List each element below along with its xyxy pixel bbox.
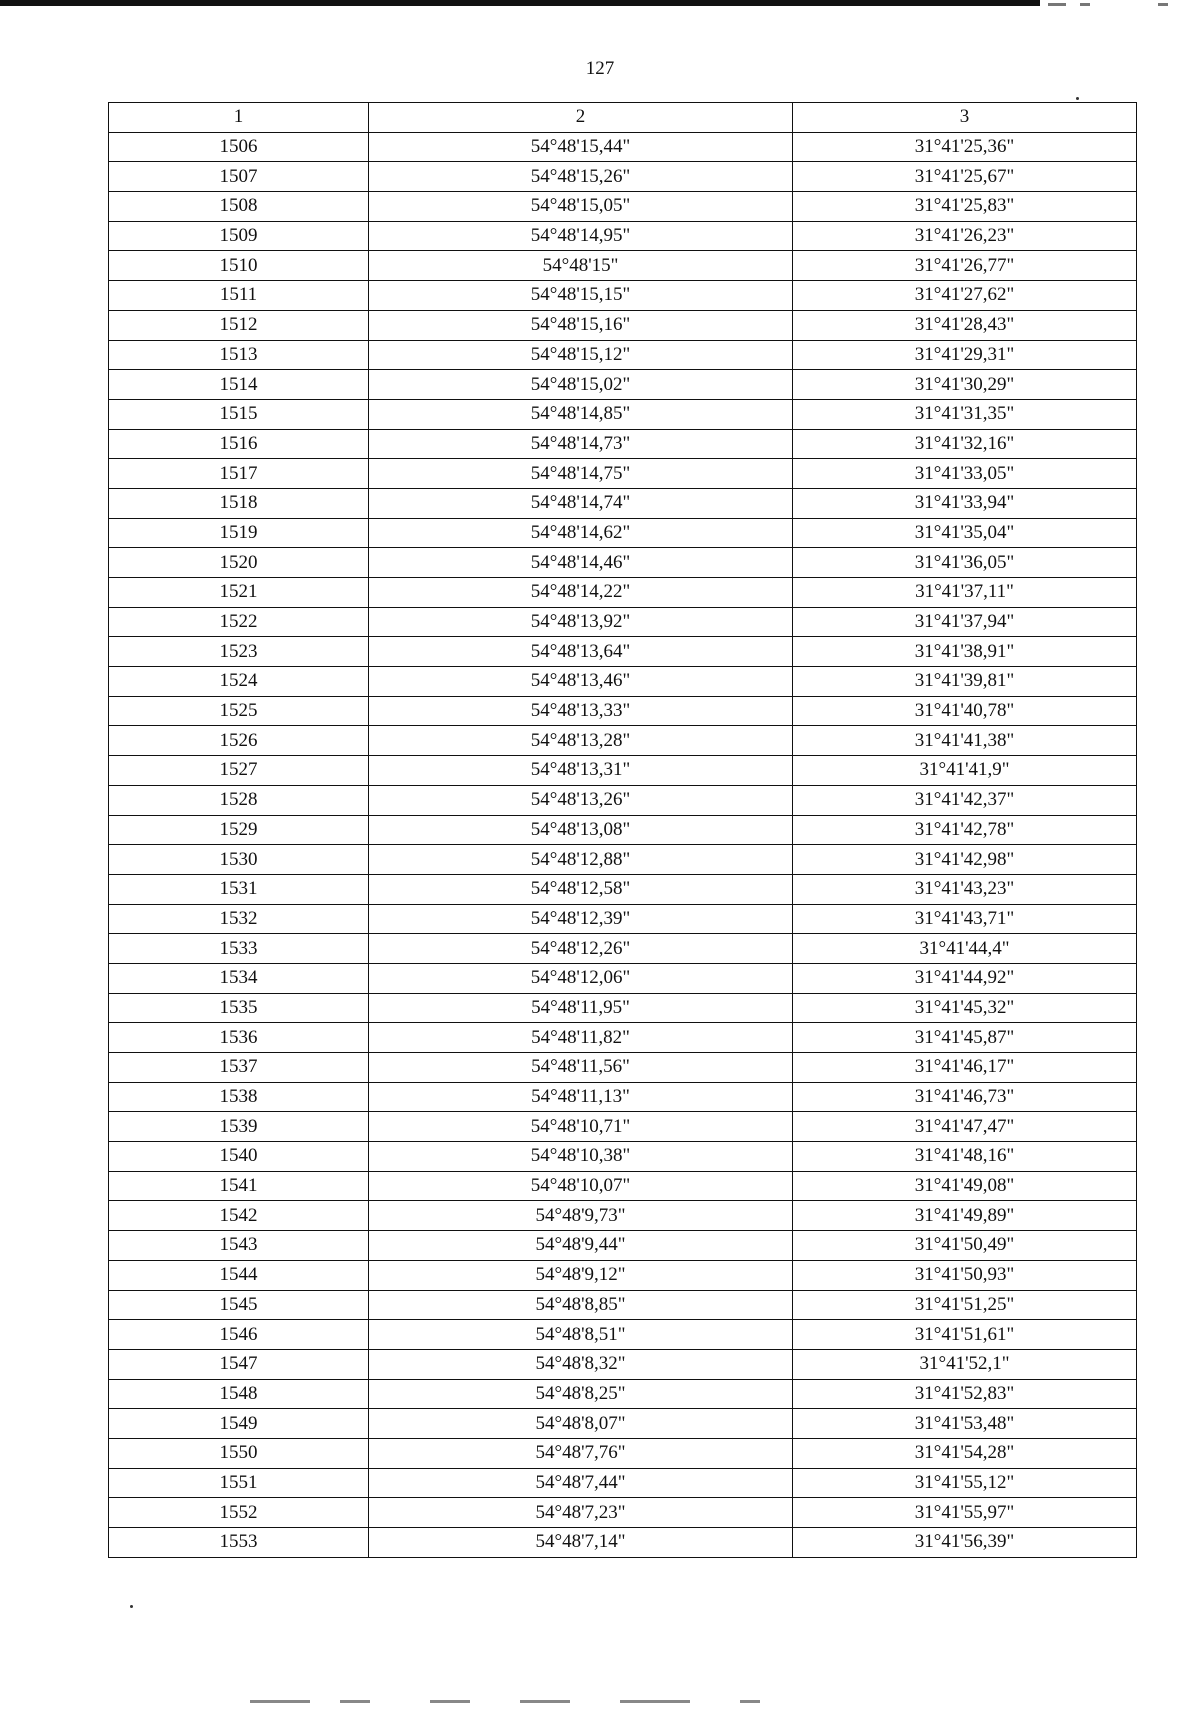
longitude-cell: 31°41'39,81" [793,667,1137,697]
point-number-cell: 1518 [109,488,369,518]
longitude-cell: 31°41'52,1" [793,1349,1137,1379]
point-number-cell: 1544 [109,1260,369,1290]
point-number-cell: 1539 [109,1112,369,1142]
table-row [109,429,1137,459]
longitude-cell: 31°41'38,91" [793,637,1137,667]
point-number-cell: 1519 [109,518,369,548]
page-number: 127 [585,58,615,79]
point-number-cell: 1550 [109,1438,369,1468]
table-row [109,1053,1137,1083]
table-row [109,1320,1137,1350]
latitude-cell: 54°48'7,44" [369,1468,793,1498]
table-row [109,845,1137,875]
point-number-cell: 1514 [109,370,369,400]
column-header: 3 [793,103,1137,133]
longitude-cell: 31°41'41,38" [793,726,1137,756]
point-number-cell: 1547 [109,1349,369,1379]
point-number-cell: 1530 [109,845,369,875]
table-row [109,637,1137,667]
longitude-cell: 31°41'54,28" [793,1438,1137,1468]
point-number-cell: 1546 [109,1320,369,1350]
longitude-cell: 31°41'31,35" [793,399,1137,429]
longitude-cell: 31°41'29,31" [793,340,1137,370]
latitude-cell: 54°48'10,38" [369,1142,793,1172]
longitude-cell: 31°41'40,78" [793,696,1137,726]
table-row [109,1112,1137,1142]
coordinates-table [108,102,1137,1558]
latitude-cell: 54°48'11,13" [369,1082,793,1112]
point-number-cell: 1542 [109,1201,369,1231]
table-row [109,1171,1137,1201]
table-row [109,488,1137,518]
latitude-cell: 54°48'14,95" [369,221,793,251]
point-number-cell: 1553 [109,1528,369,1558]
latitude-cell: 54°48'15,44" [369,132,793,162]
table-row [109,399,1137,429]
point-number-cell: 1528 [109,785,369,815]
latitude-cell: 54°48'13,92" [369,607,793,637]
longitude-cell: 31°41'45,32" [793,993,1137,1023]
longitude-cell: 31°41'43,71" [793,904,1137,934]
table-row [109,1379,1137,1409]
latitude-cell: 54°48'13,31" [369,756,793,786]
table-row [109,251,1137,281]
latitude-cell: 54°48'14,75" [369,459,793,489]
longitude-cell: 31°41'46,73" [793,1082,1137,1112]
latitude-cell: 54°48'14,62" [369,518,793,548]
longitude-cell: 31°41'53,48" [793,1409,1137,1439]
point-number-cell: 1538 [109,1082,369,1112]
point-number-cell: 1529 [109,815,369,845]
point-number-cell: 1522 [109,607,369,637]
latitude-cell: 54°48'7,23" [369,1498,793,1528]
top-scan-border [0,0,1040,6]
longitude-cell: 31°41'33,94" [793,488,1137,518]
table-row [109,518,1137,548]
table-row [109,1023,1137,1053]
longitude-cell: 31°41'26,77" [793,251,1137,281]
scan-speck [1076,97,1079,100]
longitude-cell: 31°41'41,9" [793,756,1137,786]
table-row [109,578,1137,608]
table-row [109,1498,1137,1528]
column-header: 1 [109,103,369,133]
latitude-cell: 54°48'8,32" [369,1349,793,1379]
latitude-cell: 54°48'12,88" [369,845,793,875]
point-number-cell: 1533 [109,934,369,964]
latitude-cell: 54°48'14,22" [369,578,793,608]
scan-speck [130,1605,133,1608]
table-row [109,993,1137,1023]
longitude-cell: 31°41'37,94" [793,607,1137,637]
latitude-cell: 54°48'7,14" [369,1528,793,1558]
point-number-cell: 1523 [109,637,369,667]
latitude-cell: 54°48'14,73" [369,429,793,459]
longitude-cell: 31°41'56,39" [793,1528,1137,1558]
table-row [109,1438,1137,1468]
latitude-cell: 54°48'12,26" [369,934,793,964]
table-row [109,548,1137,578]
table-row [109,874,1137,904]
latitude-cell: 54°48'8,25" [369,1379,793,1409]
point-number-cell: 1534 [109,963,369,993]
point-number-cell: 1515 [109,399,369,429]
longitude-cell: 31°41'26,23" [793,221,1137,251]
table-row [109,1082,1137,1112]
longitude-cell: 31°41'46,17" [793,1053,1137,1083]
point-number-cell: 1506 [109,132,369,162]
table-row [109,1201,1137,1231]
longitude-cell: 31°41'37,11" [793,578,1137,608]
table-row [109,221,1137,251]
longitude-cell: 31°41'35,04" [793,518,1137,548]
longitude-cell: 31°41'51,25" [793,1290,1137,1320]
table-row [109,963,1137,993]
latitude-cell: 54°48'15,05" [369,192,793,222]
longitude-cell: 31°41'44,92" [793,963,1137,993]
point-number-cell: 1509 [109,221,369,251]
table-row [109,340,1137,370]
longitude-cell: 31°41'25,67" [793,162,1137,192]
point-number-cell: 1549 [109,1409,369,1439]
table-row [109,785,1137,815]
latitude-cell: 54°48'10,07" [369,1171,793,1201]
point-number-cell: 1525 [109,696,369,726]
point-number-cell: 1536 [109,1023,369,1053]
longitude-cell: 31°41'47,47" [793,1112,1137,1142]
point-number-cell: 1520 [109,548,369,578]
table-row [109,310,1137,340]
table-row [109,667,1137,697]
table-row [109,459,1137,489]
point-number-cell: 1551 [109,1468,369,1498]
longitude-cell: 31°41'27,62" [793,281,1137,311]
longitude-cell: 31°41'42,98" [793,845,1137,875]
longitude-cell: 31°41'33,05" [793,459,1137,489]
table-row [109,132,1137,162]
point-number-cell: 1516 [109,429,369,459]
table-row [109,607,1137,637]
longitude-cell: 31°41'32,16" [793,429,1137,459]
latitude-cell: 54°48'13,26" [369,785,793,815]
table-row [109,815,1137,845]
point-number-cell: 1508 [109,192,369,222]
longitude-cell: 31°41'30,29" [793,370,1137,400]
latitude-cell: 54°48'15,12" [369,340,793,370]
longitude-cell: 31°41'55,12" [793,1468,1137,1498]
latitude-cell: 54°48'15" [369,251,793,281]
point-number-cell: 1513 [109,340,369,370]
table-row [109,370,1137,400]
longitude-cell: 31°41'55,97" [793,1498,1137,1528]
point-number-cell: 1540 [109,1142,369,1172]
table-row [109,1142,1137,1172]
table-row [109,1231,1137,1261]
latitude-cell: 54°48'15,15" [369,281,793,311]
longitude-cell: 31°41'28,43" [793,310,1137,340]
point-number-cell: 1537 [109,1053,369,1083]
table-row [109,1468,1137,1498]
point-number-cell: 1552 [109,1498,369,1528]
latitude-cell: 54°48'8,51" [369,1320,793,1350]
latitude-cell: 54°48'15,16" [369,310,793,340]
latitude-cell: 54°48'14,74" [369,488,793,518]
latitude-cell: 54°48'14,46" [369,548,793,578]
table-row [109,162,1137,192]
table-row [109,934,1137,964]
point-number-cell: 1526 [109,726,369,756]
point-number-cell: 1511 [109,281,369,311]
latitude-cell: 54°48'12,39" [369,904,793,934]
latitude-cell: 54°48'9,73" [369,1201,793,1231]
point-number-cell: 1548 [109,1379,369,1409]
latitude-cell: 54°48'14,85" [369,399,793,429]
latitude-cell: 54°48'11,56" [369,1053,793,1083]
table-row [109,1290,1137,1320]
latitude-cell: 54°48'10,71" [369,1112,793,1142]
table-row [109,756,1137,786]
longitude-cell: 31°41'50,49" [793,1231,1137,1261]
table-row [109,192,1137,222]
latitude-cell: 54°48'13,08" [369,815,793,845]
longitude-cell: 31°41'43,23" [793,874,1137,904]
longitude-cell: 31°41'48,16" [793,1142,1137,1172]
latitude-cell: 54°48'12,06" [369,963,793,993]
table-row [109,1528,1137,1558]
latitude-cell: 54°48'8,85" [369,1290,793,1320]
table-row [109,1349,1137,1379]
point-number-cell: 1512 [109,310,369,340]
point-number-cell: 1545 [109,1290,369,1320]
point-number-cell: 1543 [109,1231,369,1261]
table-row [109,904,1137,934]
point-number-cell: 1541 [109,1171,369,1201]
longitude-cell: 31°41'50,93" [793,1260,1137,1290]
longitude-cell: 31°41'42,78" [793,815,1137,845]
longitude-cell: 31°41'49,08" [793,1171,1137,1201]
point-number-cell: 1521 [109,578,369,608]
latitude-cell: 54°48'13,33" [369,696,793,726]
latitude-cell: 54°48'11,82" [369,1023,793,1053]
table-row [109,281,1137,311]
longitude-cell: 31°41'25,36" [793,132,1137,162]
point-number-cell: 1532 [109,904,369,934]
point-number-cell: 1510 [109,251,369,281]
longitude-cell: 31°41'36,05" [793,548,1137,578]
latitude-cell: 54°48'12,58" [369,874,793,904]
latitude-cell: 54°48'7,76" [369,1438,793,1468]
longitude-cell: 31°41'45,87" [793,1023,1137,1053]
longitude-cell: 31°41'49,89" [793,1201,1137,1231]
point-number-cell: 1527 [109,756,369,786]
bottom-scan-marks [250,1700,770,1706]
latitude-cell: 54°48'9,44" [369,1231,793,1261]
longitude-cell: 31°41'25,83" [793,192,1137,222]
top-scan-marks [1040,0,1160,12]
point-number-cell: 1531 [109,874,369,904]
longitude-cell: 31°41'44,4" [793,934,1137,964]
longitude-cell: 31°41'42,37" [793,785,1137,815]
latitude-cell: 54°48'13,28" [369,726,793,756]
column-header: 2 [369,103,793,133]
table-header-row [109,103,1137,133]
longitude-cell: 31°41'51,61" [793,1320,1137,1350]
point-number-cell: 1517 [109,459,369,489]
point-number-cell: 1535 [109,993,369,1023]
longitude-cell: 31°41'52,83" [793,1379,1137,1409]
latitude-cell: 54°48'13,64" [369,637,793,667]
point-number-cell: 1507 [109,162,369,192]
table-row [109,1409,1137,1439]
latitude-cell: 54°48'15,02" [369,370,793,400]
latitude-cell: 54°48'9,12" [369,1260,793,1290]
point-number-cell: 1524 [109,667,369,697]
latitude-cell: 54°48'15,26" [369,162,793,192]
table-row [109,696,1137,726]
table-row [109,1260,1137,1290]
table-row [109,726,1137,756]
latitude-cell: 54°48'13,46" [369,667,793,697]
latitude-cell: 54°48'11,95" [369,993,793,1023]
latitude-cell: 54°48'8,07" [369,1409,793,1439]
